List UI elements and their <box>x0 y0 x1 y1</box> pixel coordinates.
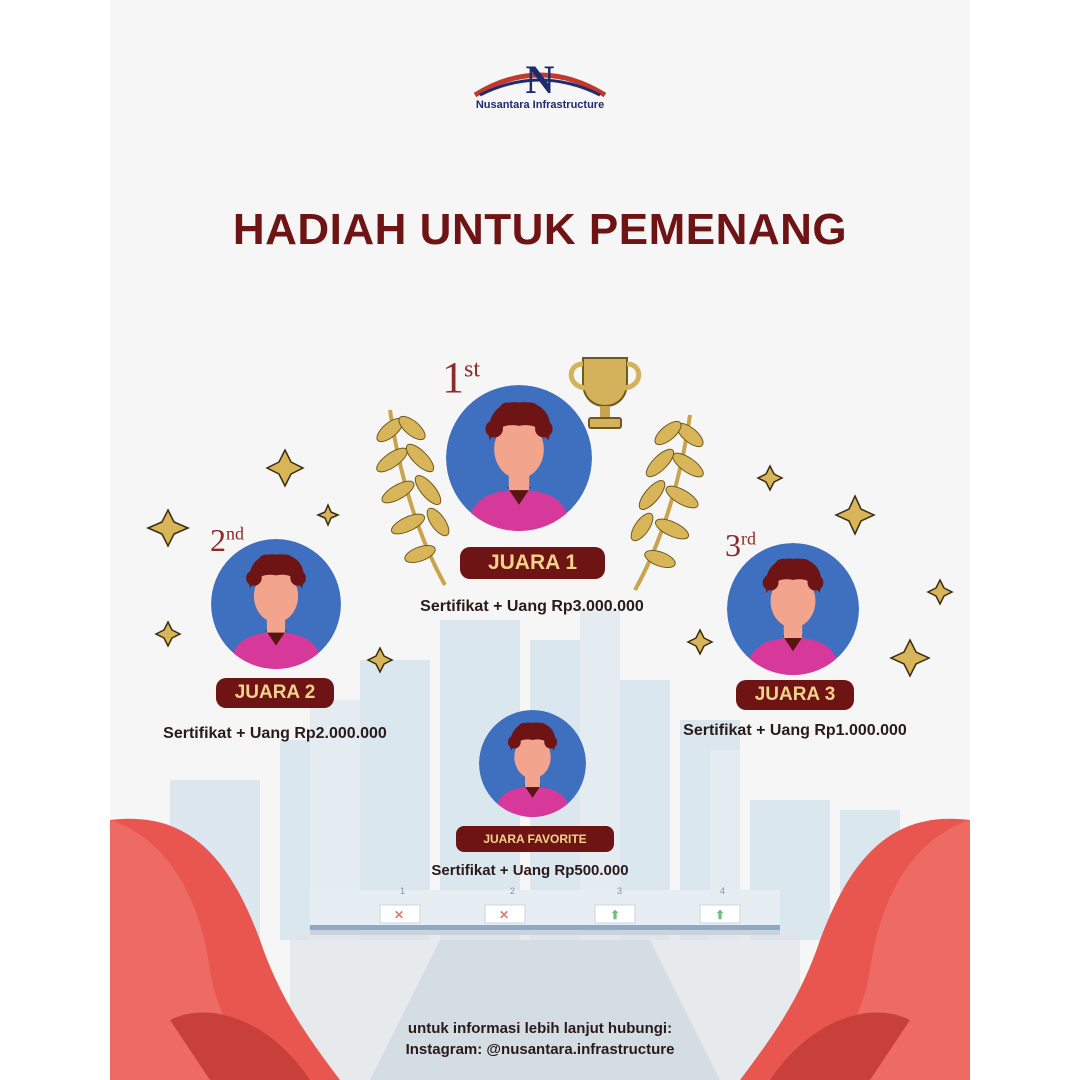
avatar-icon <box>479 710 586 817</box>
place-number: 2 <box>210 522 226 558</box>
place-suffix: rd <box>741 528 756 549</box>
badge-juara-1: JUARA 1 <box>460 547 605 579</box>
svg-text:⬆: ⬆ <box>715 908 726 922</box>
place-number: 1 <box>442 353 464 402</box>
toll-gate-number: 3 <box>617 886 623 896</box>
laurel-icon <box>360 400 460 590</box>
first-place-label <box>442 352 480 403</box>
instagram-handle[interactable]: Instagram: @nusantara.infrastructure <box>405 1041 675 1058</box>
prize-text: Sertifikat + Uang Rp3.000.000 <box>420 598 644 615</box>
badge-juara-favorite: JUARA FAVORITE <box>456 826 614 852</box>
prize-text: Sertifikat + Uang Rp1.000.000 <box>683 722 907 739</box>
place-suffix: nd <box>226 523 244 544</box>
toll-gate-number: 4 <box>720 886 726 896</box>
place-number: 3 <box>725 527 741 563</box>
contact-line: untuk informasi lebih lanjut hubungi: <box>407 1020 673 1037</box>
svg-text:✕: ✕ <box>499 908 510 922</box>
poster <box>110 0 970 1080</box>
prize-text: Sertifikat + Uang Rp500.000 <box>431 862 629 879</box>
svg-text:N: N <box>525 57 555 99</box>
badge-juara-2: JUARA 2 <box>216 678 334 708</box>
prize-text: Sertifikat + Uang Rp2.000.000 <box>163 725 387 742</box>
toll-gate-number: 2 <box>510 886 516 896</box>
avatar <box>446 385 592 531</box>
avatar <box>211 539 341 669</box>
brand-name: Nusantara Infrastructure <box>475 99 605 111</box>
toll-gate-number: 1 <box>400 886 406 896</box>
avatar <box>727 543 859 675</box>
avatar-icon <box>727 543 859 675</box>
page-title: HADIAH UNTUK PEMENANG <box>232 205 848 254</box>
contact-info <box>110 1018 970 1060</box>
avatar-icon <box>446 385 592 531</box>
badge-juara-3: JUARA 3 <box>736 680 854 710</box>
avatar-icon <box>211 539 341 669</box>
svg-text:✕: ✕ <box>394 908 405 922</box>
svg-text:⬆: ⬆ <box>610 908 621 922</box>
place-suffix: st <box>464 356 481 383</box>
avatar <box>479 710 586 817</box>
